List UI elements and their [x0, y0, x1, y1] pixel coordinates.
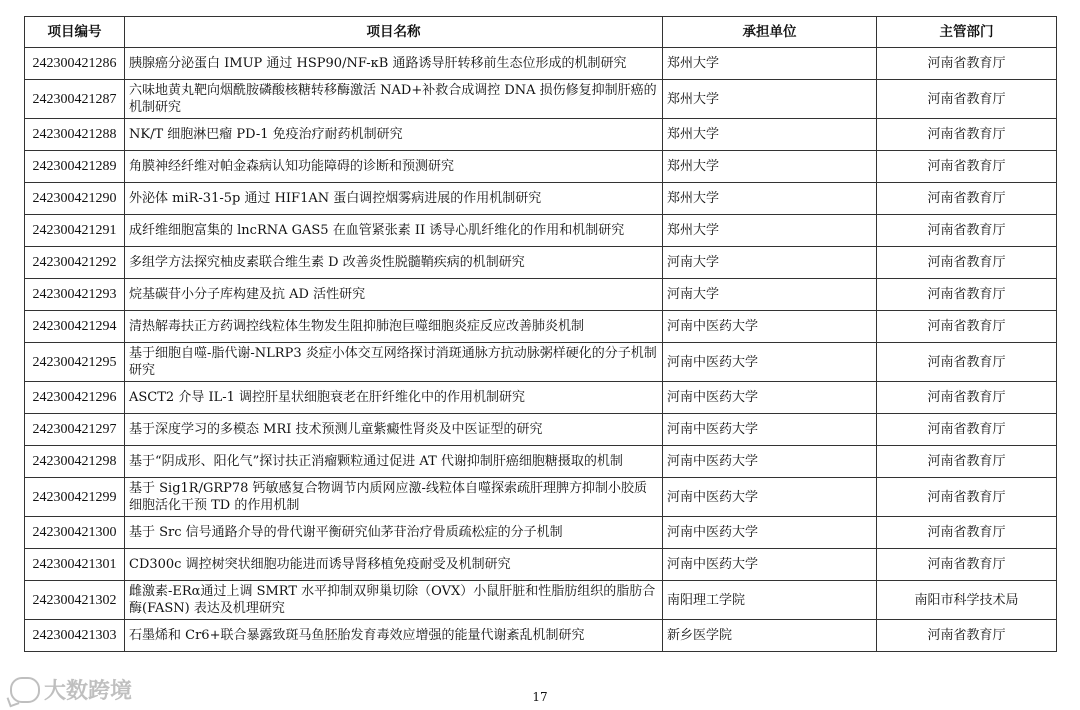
cell-unit: 郑州大学 — [663, 215, 877, 247]
cell-project-id: 242300421293 — [25, 279, 125, 311]
table-row — [25, 478, 1057, 517]
cell-unit: 郑州大学 — [663, 48, 877, 80]
cell-project-id: 242300421291 — [25, 215, 125, 247]
cell-department: 河南省教育厅 — [877, 48, 1057, 80]
project-table-wrapper — [24, 16, 1056, 652]
table-body — [25, 48, 1057, 652]
cell-project-name: ASCT2 介导 IL-1 调控肝星状细胞衰老在肝纤维化中的作用机制研究 — [125, 382, 663, 414]
table-row — [25, 343, 1057, 382]
cell-project-id: 242300421299 — [25, 478, 125, 517]
cell-project-id: 242300421298 — [25, 446, 125, 478]
cell-project-id: 242300421294 — [25, 311, 125, 343]
cell-unit: 河南中医药大学 — [663, 311, 877, 343]
cell-unit: 河南中医药大学 — [663, 478, 877, 517]
table-row — [25, 414, 1057, 446]
cell-department: 河南省教育厅 — [877, 279, 1057, 311]
cell-project-name: 雌激素-ERα通过上调 SMRT 水平抑制双卵巢切除（OVX）小鼠肝脏和性脂肪组织的脂肪合酶(FASN) 表达及机理研究 — [125, 581, 663, 620]
cell-project-name: 成纤维细胞富集的 lncRNA GAS5 在血管紧张素 II 诱导心肌纤维化的作用和机制研究 — [125, 215, 663, 247]
table-row — [25, 517, 1057, 549]
cell-unit: 郑州大学 — [663, 80, 877, 119]
table-row — [25, 151, 1057, 183]
watermark-text: 大数跨境 — [44, 679, 133, 704]
cell-department: 河南省教育厅 — [877, 215, 1057, 247]
cell-department: 河南省教育厅 — [877, 446, 1057, 478]
cell-project-name: 多组学方法探究柚皮素联合维生素 D 改善炎性脱髓鞘疾病的机制研究 — [125, 247, 663, 279]
cell-unit: 河南大学 — [663, 247, 877, 279]
cell-unit: 河南中医药大学 — [663, 343, 877, 382]
table-row — [25, 215, 1057, 247]
cell-project-id: 242300421300 — [25, 517, 125, 549]
cell-project-name: 清热解毒扶正方药调控线粒体生物发生阻抑肺泡巨噬细胞炎症反应改善肺炎机制 — [125, 311, 663, 343]
cell-unit: 河南中医药大学 — [663, 382, 877, 414]
cell-unit: 河南中医药大学 — [663, 549, 877, 581]
cell-project-id: 242300421287 — [25, 80, 125, 119]
table-row — [25, 581, 1057, 620]
cell-project-name: 外泌体 miR-31-5p 通过 HIF1AN 蛋白调控烟雾病进展的作用机制研究 — [125, 183, 663, 215]
cell-unit: 南阳理工学院 — [663, 581, 877, 620]
table-header-row — [25, 17, 1057, 48]
cell-unit: 郑州大学 — [663, 151, 877, 183]
table-row — [25, 119, 1057, 151]
cell-project-id: 242300421295 — [25, 343, 125, 382]
cell-department: 河南省教育厅 — [877, 382, 1057, 414]
page-number: 17 — [532, 690, 548, 704]
cell-project-id: 242300421289 — [25, 151, 125, 183]
cell-project-id: 242300421297 — [25, 414, 125, 446]
table-row — [25, 549, 1057, 581]
cell-unit: 河南中医药大学 — [663, 446, 877, 478]
table-row — [25, 48, 1057, 80]
cell-department: 河南省教育厅 — [877, 183, 1057, 215]
cell-project-name: 基于深度学习的多模态 MRI 技术预测儿童紫癜性肾炎及中医证型的研究 — [125, 414, 663, 446]
cell-project-id: 242300421302 — [25, 581, 125, 620]
cell-unit: 新乡医学院 — [663, 620, 877, 652]
header-project-name: 项目名称 — [125, 17, 663, 48]
cell-project-name: 基于细胞自噬-脂代谢-NLRP3 炎症小体交互网络探讨消斑通脉方抗动脉粥样硬化的分子机制研究 — [125, 343, 663, 382]
cell-unit: 郑州大学 — [663, 119, 877, 151]
cell-department: 河南省教育厅 — [877, 478, 1057, 517]
cell-project-id: 242300421288 — [25, 119, 125, 151]
cell-project-id: 242300421290 — [25, 183, 125, 215]
project-table — [24, 16, 1057, 652]
cell-department: 河南省教育厅 — [877, 80, 1057, 119]
cell-project-name: 六味地黄丸靶向烟酰胺磷酸核糖转移酶激活 NAD+补救合成调控 DNA 损伤修复抑制肝癌的机制研究 — [125, 80, 663, 119]
table-row — [25, 183, 1057, 215]
cell-department: 河南省教育厅 — [877, 549, 1057, 581]
cell-project-name: 角膜神经纤维对帕金森病认知功能障碍的诊断和预测研究 — [125, 151, 663, 183]
cell-project-id: 242300421296 — [25, 382, 125, 414]
cell-project-name: 基于 Src 信号通路介导的骨代谢平衡研究仙茅苷治疗骨质疏松症的分子机制 — [125, 517, 663, 549]
cell-unit: 河南中医药大学 — [663, 517, 877, 549]
cell-unit: 河南中医药大学 — [663, 414, 877, 446]
table-row — [25, 311, 1057, 343]
table-row — [25, 446, 1057, 478]
header-project-id: 项目编号 — [25, 17, 125, 48]
cell-project-name: 石墨烯和 Cr6+联合暴露致斑马鱼胚胎发育毒效应增强的能量代谢紊乱机制研究 — [125, 620, 663, 652]
cell-department: 河南省教育厅 — [877, 343, 1057, 382]
table-row — [25, 279, 1057, 311]
cell-project-name: CD300c 调控树突状细胞功能进而诱导肾移植免疫耐受及机制研究 — [125, 549, 663, 581]
cell-department: 河南省教育厅 — [877, 311, 1057, 343]
table-row — [25, 247, 1057, 279]
header-unit: 承担单位 — [663, 17, 877, 48]
cell-department: 河南省教育厅 — [877, 620, 1057, 652]
table-row — [25, 80, 1057, 119]
cell-unit: 河南大学 — [663, 279, 877, 311]
cell-project-name: 基于 Sig1R/GRP78 钙敏感复合物调节内质网应激-线粒体自噬探索疏肝理脾方抑制小胶质细胞活化干预 TD 的作用机制 — [125, 478, 663, 517]
cell-project-id: 242300421286 — [25, 48, 125, 80]
cell-project-id: 242300421301 — [25, 549, 125, 581]
table-row — [25, 620, 1057, 652]
cell-project-name: 基于“阴成形、阳化气”探讨扶正消瘤颗粒通过促进 AT 代谢抑制肝癌细胞糖摄取的机制 — [125, 446, 663, 478]
cell-department: 南阳市科学技术局 — [877, 581, 1057, 620]
cell-project-name: 烷基碳苷小分子库构建及抗 AD 活性研究 — [125, 279, 663, 311]
cell-department: 河南省教育厅 — [877, 414, 1057, 446]
cell-unit: 郑州大学 — [663, 183, 877, 215]
cell-department: 河南省教育厅 — [877, 119, 1057, 151]
cell-project-id: 242300421292 — [25, 247, 125, 279]
cell-department: 河南省教育厅 — [877, 151, 1057, 183]
cell-project-name: 胰腺癌分泌蛋白 IMUP 通过 HSP90/NF-κB 通路诱导肝转移前生态位形成的机制研究 — [125, 48, 663, 80]
cell-project-name: NK/T 细胞淋巴瘤 PD-1 免疫治疗耐药机制研究 — [125, 119, 663, 151]
cell-project-id: 242300421303 — [25, 620, 125, 652]
cell-department: 河南省教育厅 — [877, 247, 1057, 279]
cell-department: 河南省教育厅 — [877, 517, 1057, 549]
table-row — [25, 382, 1057, 414]
header-department: 主管部门 — [877, 17, 1057, 48]
